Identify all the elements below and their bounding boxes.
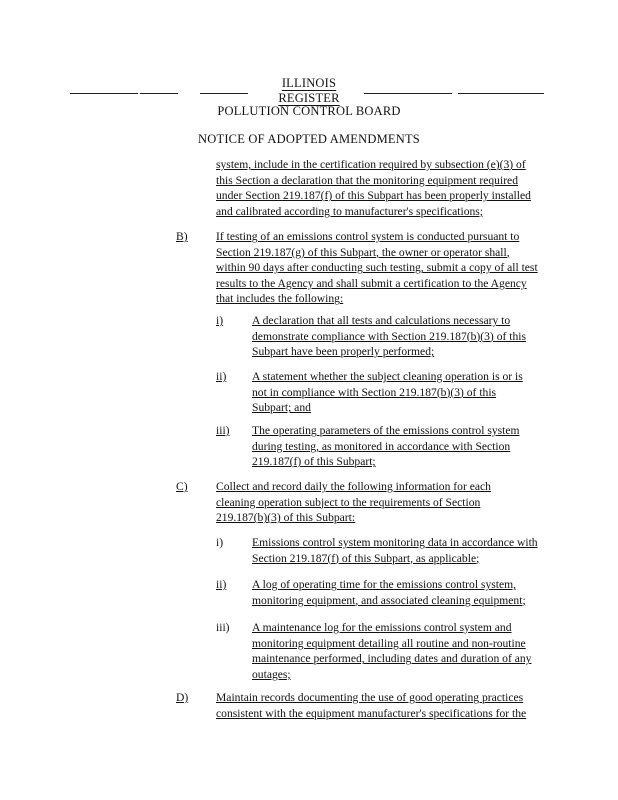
board-title: POLLUTION CONTROL BOARD bbox=[217, 104, 401, 118]
item-d-label: D) bbox=[176, 691, 189, 704]
header-rule-center-right bbox=[364, 93, 452, 94]
item-b-label: B) bbox=[176, 230, 188, 243]
item-b-sub-i-label: i) bbox=[216, 314, 224, 327]
header-rule-left-2 bbox=[140, 93, 178, 94]
item-c-sub-i-text: Emissions control system monitoring data in accordance with Section 219.187(f) of this Subpart, as applicable; bbox=[252, 536, 538, 565]
item-c-sub-iii-label: iii) bbox=[216, 621, 230, 634]
item-c-sub-iii-text: A maintenance log for the emissions control system and monitoring equipment detailing all routine and non-routine maintenance performed, including dates and duration of any outages; bbox=[252, 621, 532, 681]
item-c-sub-i-label: i) bbox=[216, 536, 224, 549]
item-c-sub-ii-text: A log of operating time for the emissions control system, monitoring equipment, and associated cleaning equipment; bbox=[252, 578, 526, 607]
item-c-sub-ii-label: ii) bbox=[216, 578, 227, 591]
item-b-sub-iii-label: iii) bbox=[216, 424, 230, 437]
header-rule-center-left bbox=[200, 93, 248, 94]
item-c-label: C) bbox=[176, 480, 188, 493]
item-d-text: Maintain records documenting the use of good operating practices consistent with the equipment manufacturer's specifications for the bbox=[216, 691, 527, 720]
register-title: ILLINOIS REGISTER bbox=[278, 76, 340, 105]
item-b-sub-iii-text: The operating parameters of the emissions control system during testing, as monitored in accordance with Section 219.187(f) of this Subpart; bbox=[252, 424, 520, 469]
item-b-sub-ii-text: A statement whether the subject cleaning operation is or is not in compliance with Section 219.187(b)(3) of this Subpart; and bbox=[252, 370, 523, 415]
header-rule-left bbox=[70, 93, 138, 94]
header-rule-right bbox=[458, 93, 544, 94]
item-b-text: If testing of an emissions control system is conducted pursuant to Section 219.187(g) of this Subpart, the owner or operator shall, within 90 days after conducting such testing, submit a copy of all test results to the Agency and shall submit a certification to the Agency that includes the following: bbox=[216, 230, 538, 306]
item-b-sub-ii-label: ii) bbox=[216, 370, 227, 383]
item-b-sub-i-text: A declaration that all tests and calculations necessary to demonstrate compliance with Section 219.187(b)(3) of this Subpart have been properly performed; bbox=[252, 314, 526, 359]
item-c-text: Collect and record daily the following information for each cleaning operation subject to the requirements of Section 219.187(b)(3) of this Subpart: bbox=[216, 480, 491, 525]
intro-paragraph: system, include in the certification required by subsection (e)(3) of this Section a declaration that the monitoring equipment required under Section 219.187(f) of this Subpart has been properly installed and calibrated according to manufacturer's specifications; bbox=[216, 158, 531, 218]
notice-title: NOTICE OF ADOPTED AMENDMENTS bbox=[198, 132, 420, 146]
